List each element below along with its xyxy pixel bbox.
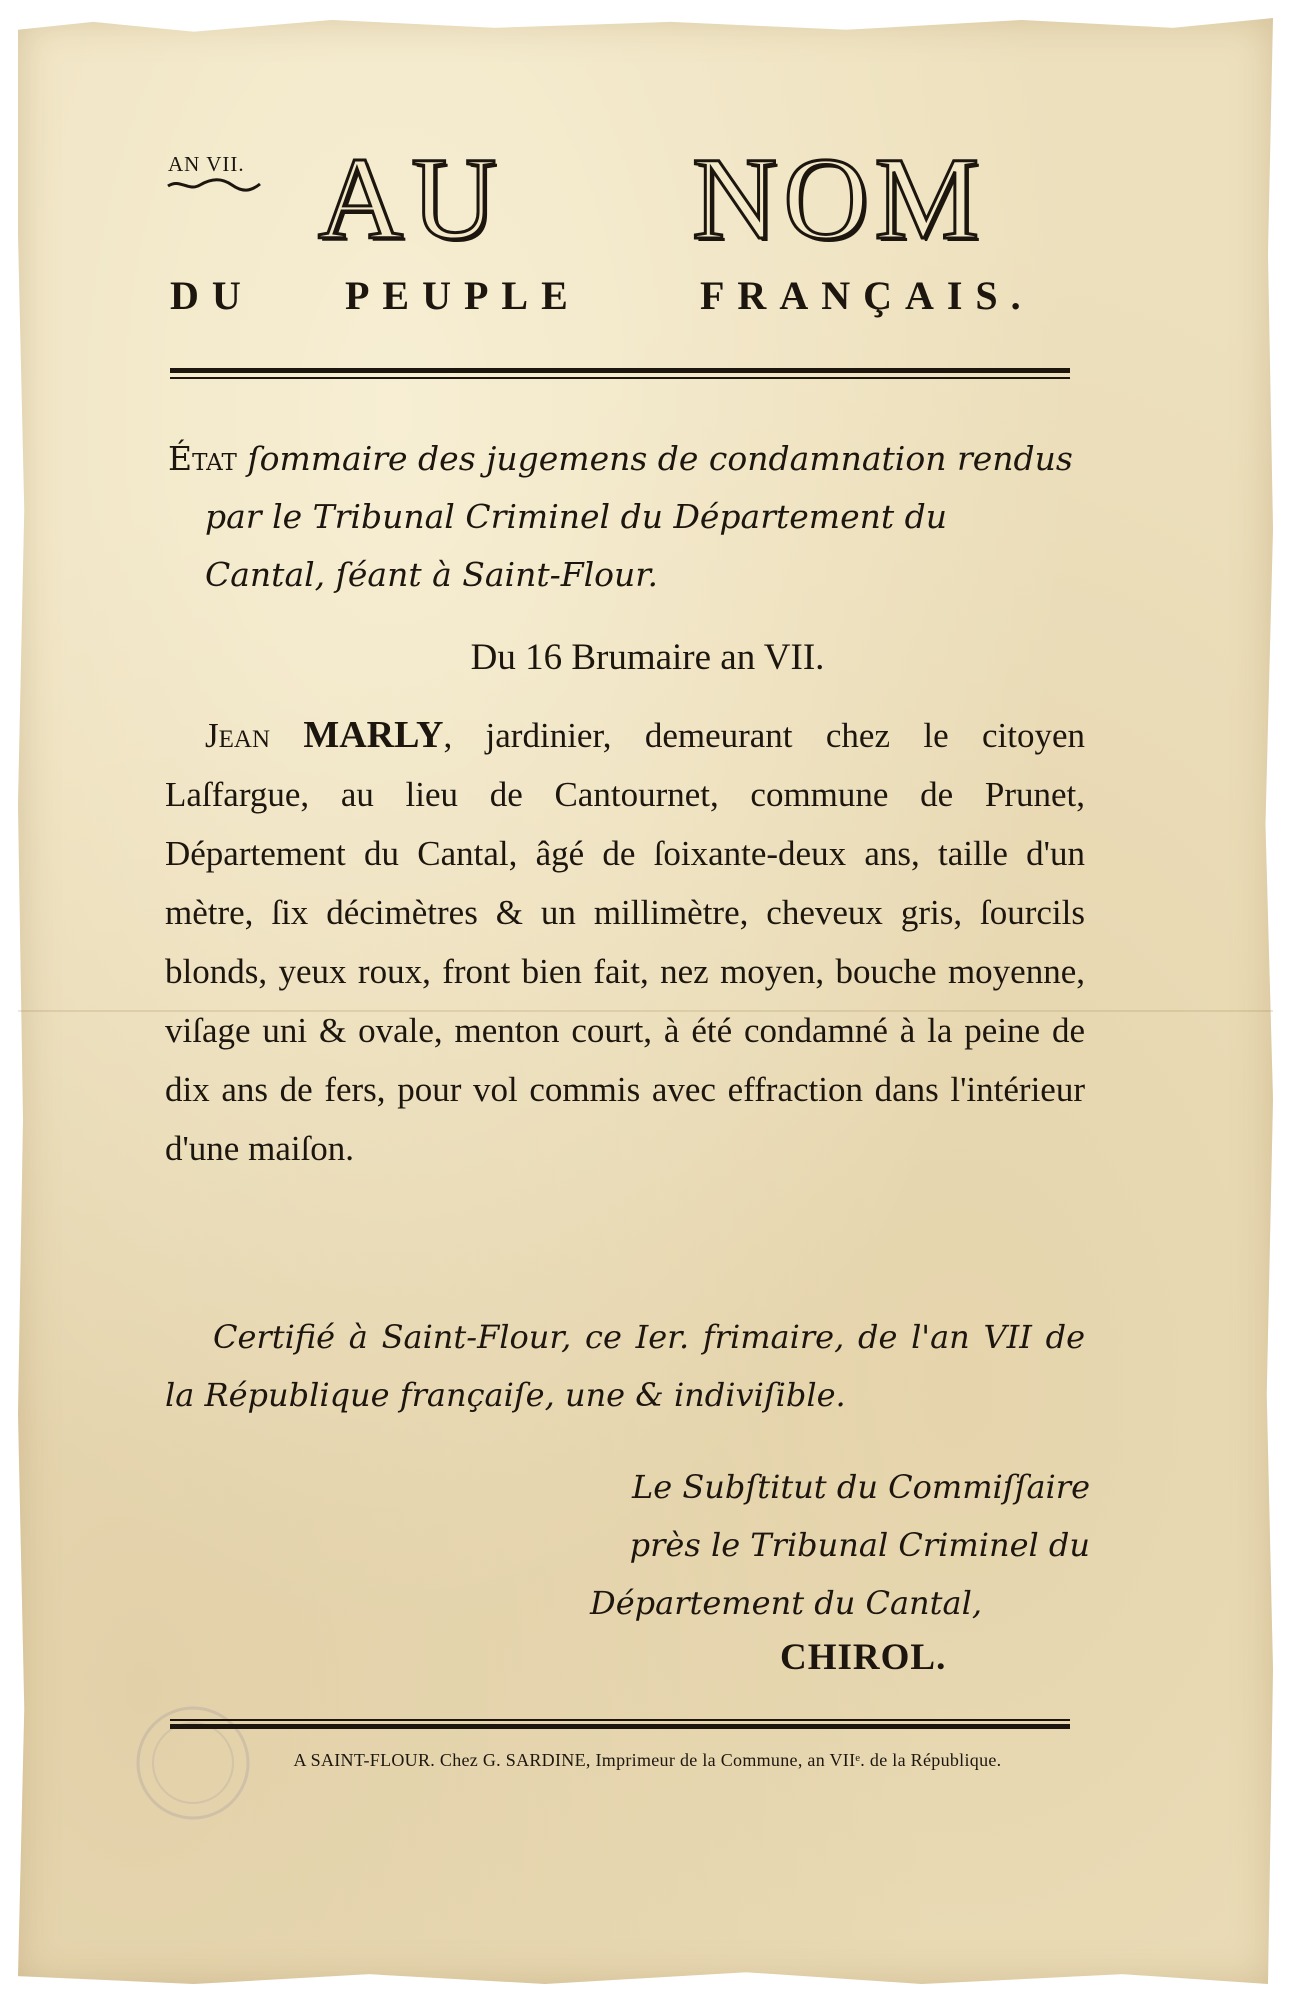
signatory-title [560,1458,1090,1632]
signatory-name: CHIROL. [780,1637,947,1678]
swash-ornament [166,178,262,192]
judgement-paragraph [165,706,1085,1178]
title-nom: NOM [692,133,986,264]
summary-heading [168,430,1088,488]
surname: MARLY [303,714,444,756]
title-au: AU [318,133,505,264]
top-double-rule [170,368,1070,382]
signatory-line-1: Le Subſtitut du Commiſſaire [632,1468,1090,1506]
summary-line-3: Cantal, ſéant à Saint-Flour. [205,555,658,594]
certification-text: Certifié à Saint-Flour, ce Ier. frimaire, de l'an VII de la République françaiſe, une & indiviſible. [165,1318,1085,1414]
subtitle-peuple: PEUPLE [345,273,581,318]
subtitle-du: DU [170,273,254,318]
year-label: AN VII. [168,152,245,176]
summary-line-2: par le Tribunal Criminel du Département du [205,497,948,536]
signatory-line-3: Département du Cantal, [590,1584,982,1622]
signatory-line-2: près le Tribunal Criminel du [629,1526,1090,1564]
judgement-text: , jardinier, demeurant chez le citoyen Laſfargue, au lieu de Cantournet, commune de Prunet, Département du Cantal, âgé de ſoixante-deux ans, taille d'un mètre, ſix décimètres & un millimètre, cheveux gris, ſourcils blonds, yeux roux, front bien fait, nez moyen, bouche moyenne, viſage uni & ovale, menton court, à été condamné à la peine de dix ans de fers, pour vol commis avec effraction dans l'intérieur d'une maiſon. [165,716,1085,1168]
summary-line-1: ſommaire des jugemens de condamnation rendus [236,439,1073,478]
judgement-date: Du 16 Brumaire an VII. [470,637,825,678]
subtitle-francais: FRANÇAIS. [700,273,1034,318]
first-name: Jean [205,716,270,755]
printer-imprint: A SAINT-FLOUR. Chez G. SARDINE, Imprimeur de la Commune, an VIIᵉ. de la République. [293,1750,1002,1770]
bottom-double-rule [170,1719,1070,1733]
summary-lead-word: État [168,439,237,478]
